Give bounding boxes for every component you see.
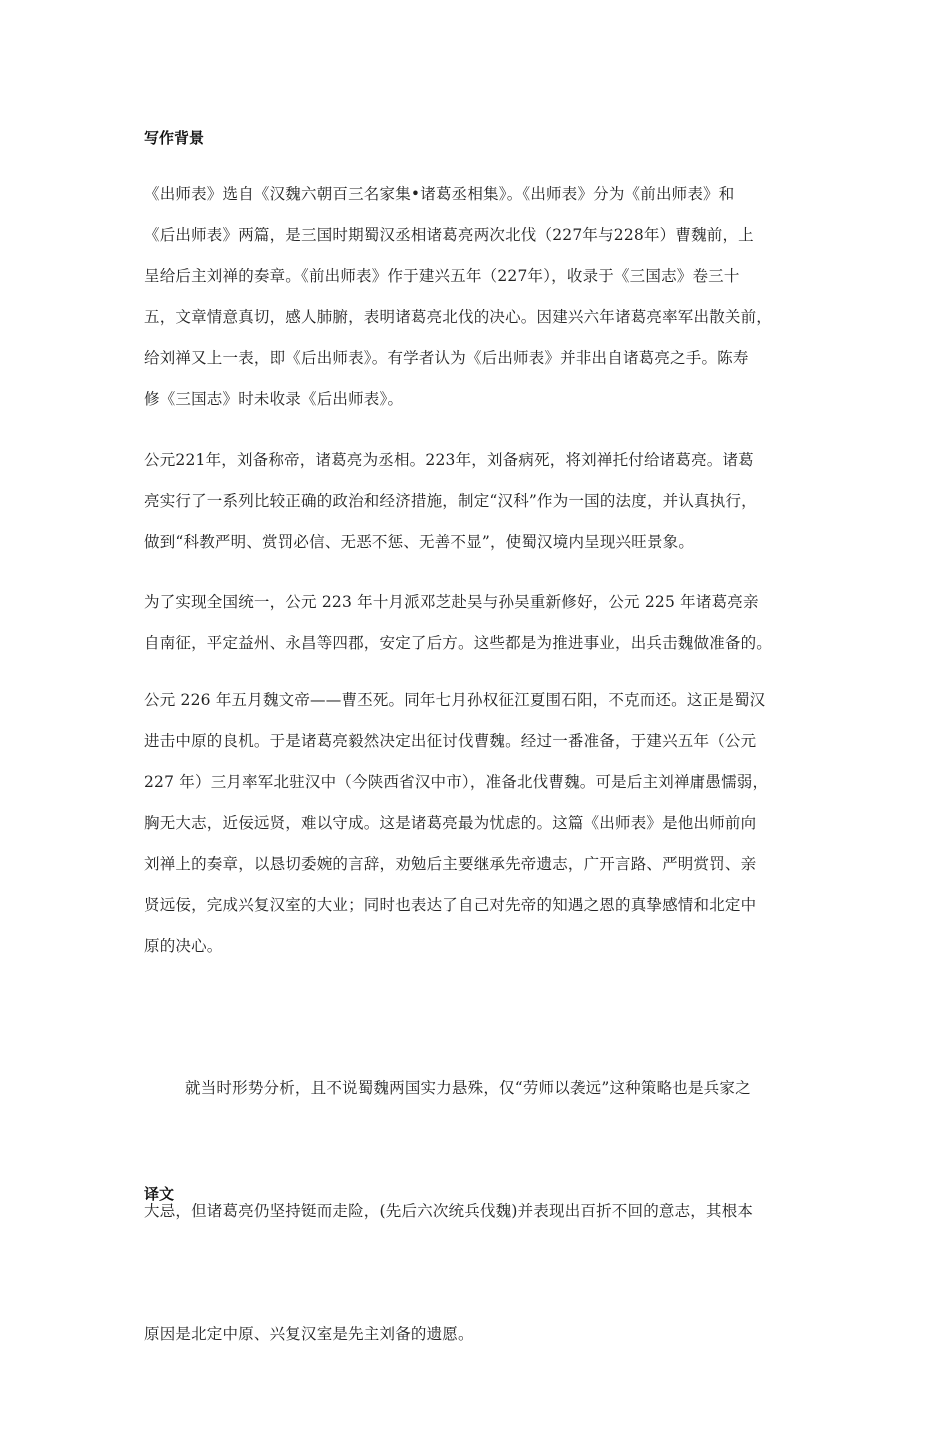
paragraph-line: 公元221年，刘备称帝，诸葛亮为丞相。223年，刘备病死，将刘禅托付给诸葛亮。诸葛: [144, 451, 754, 469]
paragraph-5: [144, 986, 810, 1437]
paragraph-3: [144, 582, 810, 664]
paragraph-line: 《后出师表》两篇，是三国时期蜀汉丞相诸葛亮两次北伐（227年与228年）曹魏前，上: [144, 226, 754, 244]
paragraph-line: 为了实现全国统一，公元 223 年十月派邓芝赴吴与孙吴重新修好，公元 225 年诸葛亮亲: [144, 593, 759, 611]
section-heading-background: 写作背景: [144, 129, 205, 147]
paragraph-4: [144, 680, 810, 967]
paragraph-line: 刘禅上的奏章，以恳切委婉的言辞，劝勉后主要继承先帝遗志，广开言路、严明赏罚、亲: [144, 855, 757, 873]
paragraph-line: 做到“科教严明、赏罚必信、无恶不惩、无善不显”，使蜀汉境内呈现兴旺景象。: [144, 533, 695, 551]
paragraph-line: 贤远佞，完成兴复汉室的大业；同时也表达了自己对先帝的知遇之恩的真挚感情和北定中: [144, 896, 757, 914]
paragraph-line: 227 年）三月率军北驻汉中（今陕西省汉中市），准备北伐曹魏。可是后主刘禅庸愚懦弱，: [144, 773, 769, 791]
paragraph-line: 呈给后主刘禅的奏章。《前出师表》作于建兴五年（227年），收录于《三国志》卷三十: [144, 267, 740, 285]
paragraph-line: 五，文章情意真切，感人肺腑，表明诸葛亮北伐的决心。因建兴六年诸葛亮率军出散关前，: [144, 308, 773, 326]
paragraph-line: 亮实行了一系列比较正确的政治和经济措施，制定“汉科”作为一国的法度，并认真执行，: [144, 492, 757, 510]
paragraph-1: [144, 174, 810, 420]
paragraph-line: 原的决心。: [144, 937, 223, 955]
paragraph-line: 大忌，但诸葛亮仍坚持铤而走险，(先后六次统兵伐魏)并表现出百折不回的意志，其根本: [144, 1202, 754, 1220]
paragraph-line: 给刘禅又上一表，即《后出师表》。有学者认为《后出师表》并非出自诸葛亮之手。陈寿: [144, 349, 749, 367]
paragraph-2: [144, 440, 810, 563]
paragraph-line: 原因是北定中原、兴复汉室是先主刘备的遗愿。: [144, 1325, 474, 1343]
section-heading-translation: 译文: [144, 1185, 175, 1203]
paragraph-line: 修《三国志》时未收录《后出师表》。: [144, 390, 404, 408]
paragraph-line: 就当时形势分析，且不说蜀魏两国实力悬殊，仅“劳师以袭远”这种策略也是兵家之: [144, 1079, 751, 1097]
paragraph-line: 进击中原的良机。于是诸葛亮毅然决定出征讨伐曹魏。经过一番准备，于建兴五年（公元: [144, 732, 757, 750]
paragraph-line: 公元 226 年五月魏文帝——曹丕死。同年七月孙权征江夏围石阳，不克而还。这正是蜀汉: [144, 691, 766, 709]
paragraph-line: 《出师表》选自《汉魏六朝百三名家集•诸葛丞相集》。《出师表》分为《前出师表》和: [144, 185, 735, 203]
paragraph-line: 自南征，平定益州、永昌等四郡，安定了后方。这些都是为推进事业，出兵击魏做准备的。: [144, 634, 773, 652]
paragraph-line: 胸无大志，近佞远贤，难以守成。这是诸葛亮最为忧虑的。这篇《出师表》是他出师前向: [144, 814, 757, 832]
